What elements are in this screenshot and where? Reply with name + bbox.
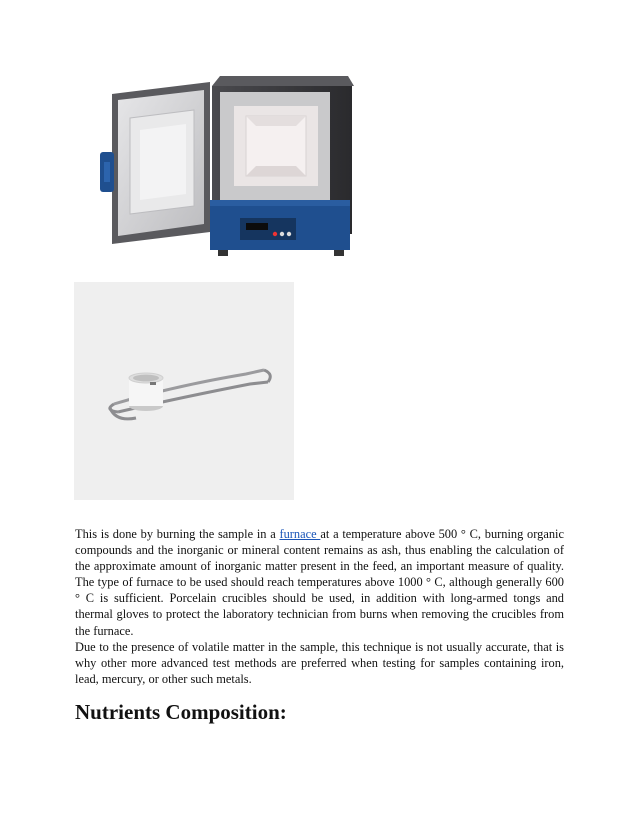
paragraph-ash-test	[75, 526, 564, 639]
paragraph-accuracy: Due to the presence of volatile matter in the sample, this technique is not usually accurate, that is why other more advanced test methods are preferred when testing for samples containing iron, lead, mercury, or other such metals.	[75, 639, 564, 686]
crucible-tongs-image	[74, 282, 294, 500]
paragraph-text-rest: at a temperature above 500 ° C, burning organic compounds and the inorganic or mineral content remains as ash, thus enabling the calculation of the approximate amount of inorganic matter present in the feed, an important measure of quality. The type of furnace to be used should reach temperatures above 1000 ° C, although generally 600 ° C is sufficient. Porcelain crucibles should be used, in addition with long-armed tongs and thermal gloves to protect the laboratory technician from burns when removing the crucibles from the furnace.	[75, 527, 564, 638]
muffle-furnace-image	[82, 72, 360, 272]
paragraph-text-start: This is done by burning the sample in a	[75, 527, 280, 541]
furnace-link[interactable]: furnace	[279, 527, 321, 541]
body-text	[75, 526, 564, 687]
section-heading: Nutrients Composition:	[75, 700, 287, 724]
